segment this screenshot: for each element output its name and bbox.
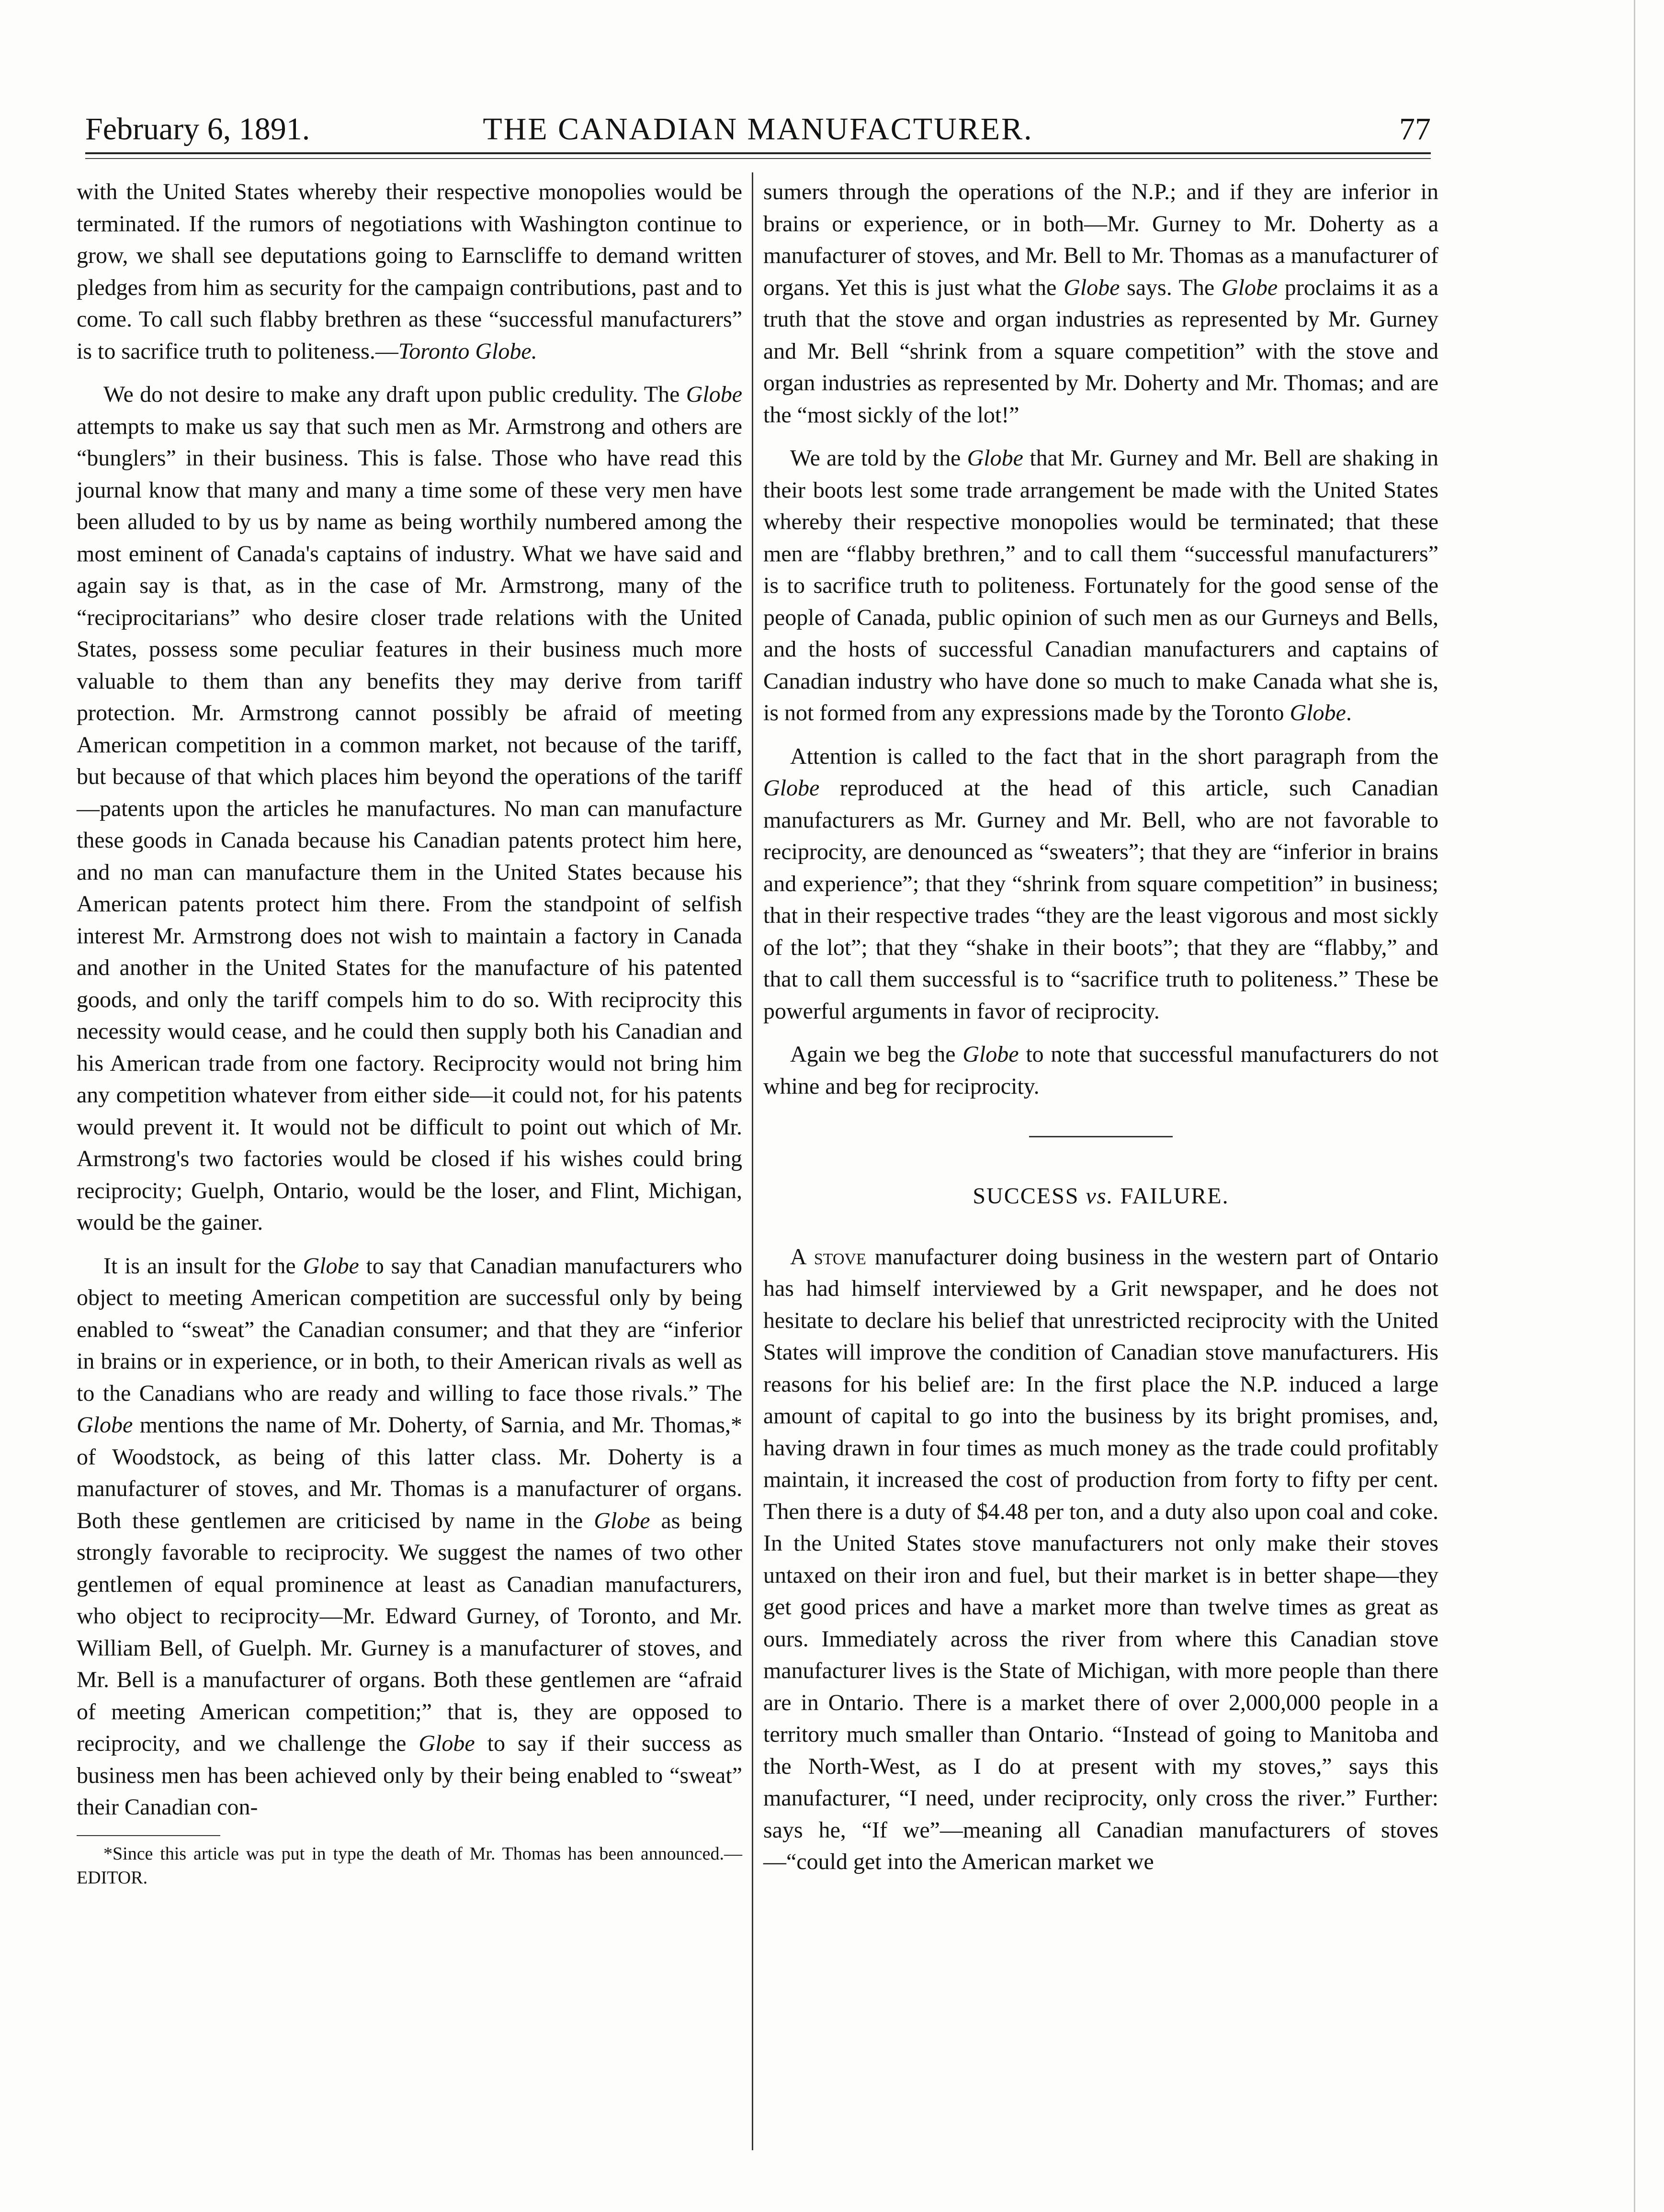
right-column [763, 176, 1438, 1890]
response-paragraph: We do not desire to make any draft upon public credulity. The Globe attempts to make us say that such men as Mr. Armstrong and others are “bunglers” in their business. This is false. Those who have read this journal know that many and many a time some of these very men have been alluded to by us by name as being worthily numbered among the most eminent of Canada's captains of industry. What we have said and again say is that, as in the case of Mr. Armstrong, many of the “reciprocitarians” who desire closer trade relations with the United States, possess some peculiar features in their business much more valuable to them than any benefits they may derive from tariff protection. Mr. Armstrong cannot possibly be afraid of meeting American competition in a common market, not because of the tariff, but because of that which places him beyond the operations of the tariff—patents upon the articles he manufactures. No man can manufacture these goods in Canada because his Canadian patents protect him here, and no man can manufacture them in the United States because his American patents protect him there. From the standpoint of selfish interest Mr. Armstrong does not wish to maintain a factory in Canada and another in the United States for the manufacture of his patented goods, and only the tariff compels him to do so. With reciprocity this necessity would cease, and he could then supply both his Canadian and his American trade from one factory. Reciprocity would not bring him any competition whatever from either side—it could not, for his patents would prevent it. It would not be difficult to point out which of Mr. Armstrong's two factories would be closed if his wishes could bring reciprocity; Guelph, Ontario, would be the loser, and Flint, Michigan, would be the gainer. [77, 382, 742, 1235]
footnote: *Since this article was put in type the death of Mr. Thomas has been announced.—EDITOR. [77, 1843, 742, 1888]
insult-paragraph: It is an insult for the Globe to say that Canadian manufacturers who object to meeting American competition are successful only by being enabled to “sweat” the Canadian consumer; and that they are “inferior in brains or in experience, or in both, to their American rivals as well as to the Canadians who are ready and willing to face those rivals.” The Globe mentions the name of Mr. Doherty, of Sarnia, and Mr. Thomas,* of Woodstock, as being of this latter class. Mr. Doherty is a manufacturer of stoves, and Mr. Thomas is a manufacturer of organs. Both these gentlemen are criticised by name in the Globe as being strongly favorable to reciprocity. We suggest the names of two other gentlemen of equal prominence at least as Canadian manufacturers, who object to reciprocity—Mr. Edward Gurney, of Toronto, and Mr. William Bell, of Guelph. Mr. Gurney is a manufacturer of stoves, and Mr. Bell is a manufacturer of organs. Both these gentlemen are “afraid of meeting American competition;” that is, they are opposed to reciprocity, and we challenge the Globe to say if their success as business men has been achieved only by their being enabled to “sweat” their Canadian con- [77, 1253, 743, 1820]
header-rule [85, 152, 1431, 154]
article-heading: SUCCESS vs. FAILURE. [973, 1183, 1229, 1209]
issue-date: February 6, 1891. [85, 112, 310, 147]
stove-paragraph: A stove manufacturer doing business in the western part of Ontario has had himself interviewed by a Grit newspaper, and he does not hesitate to declare his belief that unrestricted reciprocity with the United States will improve the condition of Canadian stove manufacturers. His reasons for his belief are: In the first place the N.P. induced a large amount of capital to go into the business by its bright promises, and, having drawn in four times as much money as the trade could profitably maintain, it increased the cost of production from forty to fifty per cent. Then there is a duty of $4.48 per ton, and a duty also upon coal and coke. In the United States stove manufacturers not only make their stoves untaxed on their iron and fuel, but their market is in better shape—they get good prices and have a market more than twelve times as great as ours. Immediately across the river from where this Canadian stove manufacturer lives is the State of Michigan, with more people than there are in Ontario. There is a market there of over 2,000,000 people in a territory much smaller than Ontario. “Instead of going to Manitoba and the North-West, as I do at present with my stoves,” says this manufacturer, “I need, under reciprocity, only cross the river.” Further: says he, “If we”—meaning all Canadian manufacturers of stoves—“could get into the American market we [763, 1244, 1438, 1874]
section-separator [1029, 1136, 1173, 1137]
header-rule-thin [85, 158, 1431, 159]
running-header [85, 111, 1431, 169]
told-paragraph: We are told by the Globe that Mr. Gurney and Mr. Bell are shaking in their boots lest some trade arrangement be made with the United States whereby their respective monopolies would be terminated; that these men are “flabby brethren,” and to call them “successful manufacturers” is to sacrifice truth to politeness. Fortunately for the good sense of the people of Canada, public opinion of such men as our Gurneys and Bells, and the hosts of successful Canadian manufacturers and captains of Canadian industry who have done so much to make Canada what she is, is not formed from any expressions made by the Toronto Globe. [763, 445, 1438, 726]
publication-title: THE CANADIAN MANUFACTURER. [483, 112, 1033, 147]
footnote-rule [77, 1835, 220, 1836]
page-number: 77 [1399, 112, 1431, 147]
attention-paragraph: Attention is called to the fact that in the short paragraph from the Globe reproduced at the head of this article, such Canadian manufacturers as Mr. Gurney and Mr. Bell, who are not favorable to reciprocity, are denounced as “sweaters”; that they are “inferior in brains and experience”; that they “shrink from square competition” in business; that in their respective trades “they are the least vigorous and most sickly of the lot”; that they “shake in their boots”; that they are “flabby,” and that to call them successful is to “sacrifice truth to politeness.” These be powerful arguments in favor of reciprocity. [763, 743, 1438, 1024]
page-edge-shadow [1634, 0, 1635, 2212]
globe-quote-paragraph: with the United States whereby their respective monopolies would be terminated. If the rumors of negotiations with Washington continue to grow, we shall see deputations going to Earnscliffe to demand written pledges from him as security for the campaign contributions, past and to come. To call such flabby brethren as these “successful manufacturers” is to sacrifice truth to politeness.—Toronto Globe. [77, 179, 742, 364]
continued-paragraph: sumers through the operations of the N.P.; and if they are inferior in brains or experience, or in both—Mr. Gurney to Mr. Doherty as a manufacturer of stoves, and Mr. Bell to Mr. Thomas as a manufacturer of organs. Yet this is just what the Globe says. The Globe proclaims it as a truth that the stove and organ industries as represented by Mr. Gurney and Mr. Bell “shrink from a square competition” with the stove and organ industries as represented by Mr. Doherty and Mr. Thomas; and are the “most sickly of the lot!” [763, 179, 1439, 428]
column-divider [752, 172, 753, 2150]
again-paragraph: Again we beg the Globe to note that successful manufacturers do not whine and beg for reciprocity. [763, 1042, 1438, 1099]
left-column [77, 176, 742, 1890]
